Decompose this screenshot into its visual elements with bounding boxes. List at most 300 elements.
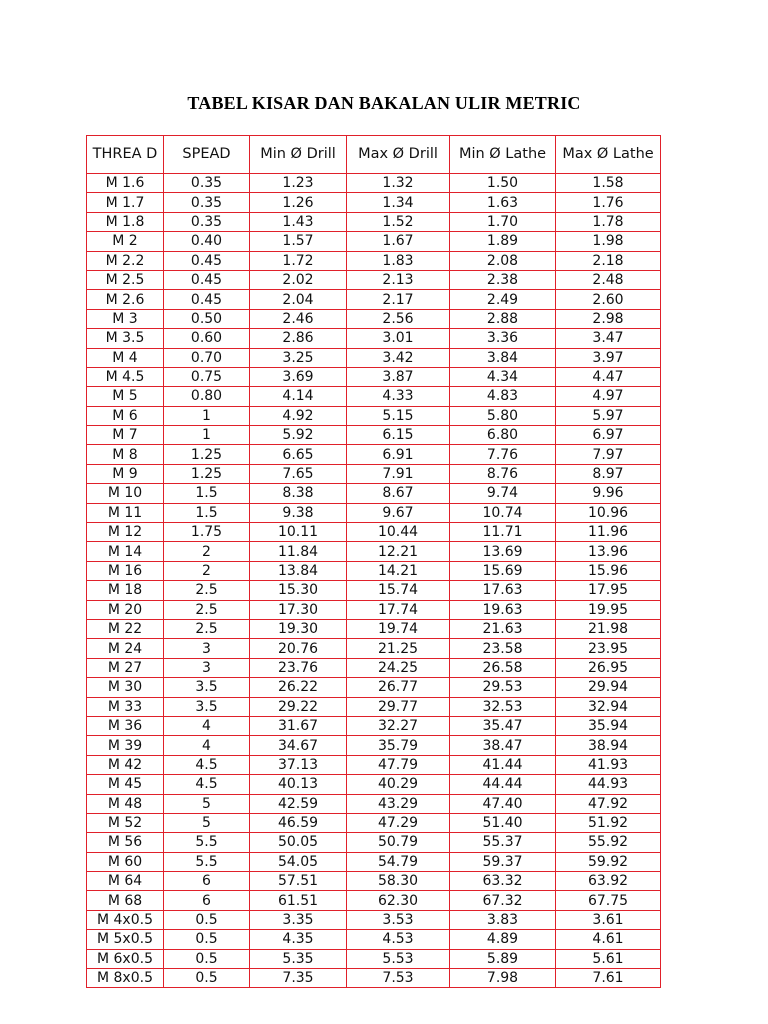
- cell-max-lathe: 51.92: [556, 813, 661, 832]
- cell-min-drill: 17.30: [250, 600, 347, 619]
- cell-max-drill: 8.67: [347, 484, 450, 503]
- cell-min-lathe: 3.36: [450, 329, 556, 348]
- cell-thread: M 22: [87, 619, 164, 638]
- cell-max-drill: 2.13: [347, 270, 450, 289]
- cell-thread: M 33: [87, 697, 164, 716]
- cell-max-lathe: 44.93: [556, 775, 661, 794]
- cell-max-drill: 7.53: [347, 969, 450, 988]
- cell-thread: M 11: [87, 503, 164, 522]
- table-row: [87, 716, 661, 735]
- cell-max-lathe: 10.96: [556, 503, 661, 522]
- cell-spead: 0.60: [164, 329, 250, 348]
- cell-spead: 0.5: [164, 930, 250, 949]
- column-header-max-drill: Max Ø Drill: [347, 136, 450, 174]
- cell-max-drill: 2.17: [347, 290, 450, 309]
- cell-min-lathe: 10.74: [450, 503, 556, 522]
- cell-max-lathe: 32.94: [556, 697, 661, 716]
- cell-min-lathe: 55.37: [450, 833, 556, 852]
- cell-spead: 5.5: [164, 833, 250, 852]
- table-row: [87, 619, 661, 638]
- cell-max-lathe: 55.92: [556, 833, 661, 852]
- cell-spead: 4.5: [164, 755, 250, 774]
- cell-thread: M 1.6: [87, 174, 164, 193]
- table-row: [87, 561, 661, 580]
- column-header-thread: THREA D: [87, 136, 164, 174]
- cell-thread: M 18: [87, 581, 164, 600]
- cell-max-drill: 58.30: [347, 872, 450, 891]
- table-row: [87, 406, 661, 425]
- cell-max-lathe: 11.96: [556, 523, 661, 542]
- cell-min-drill: 5.35: [250, 949, 347, 968]
- cell-thread: M 5x0.5: [87, 930, 164, 949]
- cell-thread: M 30: [87, 678, 164, 697]
- cell-thread: M 3: [87, 309, 164, 328]
- cell-spead: 2.5: [164, 619, 250, 638]
- cell-thread: M 60: [87, 852, 164, 871]
- cell-min-drill: 31.67: [250, 716, 347, 735]
- cell-max-lathe: 13.96: [556, 542, 661, 561]
- table-row: [87, 542, 661, 561]
- cell-max-lathe: 15.96: [556, 561, 661, 580]
- cell-min-drill: 37.13: [250, 755, 347, 774]
- cell-spead: 3.5: [164, 697, 250, 716]
- cell-min-drill: 42.59: [250, 794, 347, 813]
- cell-max-drill: 1.52: [347, 212, 450, 231]
- cell-max-drill: 14.21: [347, 561, 450, 580]
- cell-min-lathe: 7.98: [450, 969, 556, 988]
- cell-thread: M 52: [87, 813, 164, 832]
- cell-min-lathe: 3.83: [450, 910, 556, 929]
- cell-max-lathe: 67.75: [556, 891, 661, 910]
- cell-min-drill: 9.38: [250, 503, 347, 522]
- cell-min-lathe: 44.44: [450, 775, 556, 794]
- cell-min-drill: 7.35: [250, 969, 347, 988]
- table-row: [87, 794, 661, 813]
- cell-thread: M 2.2: [87, 251, 164, 270]
- cell-min-lathe: 41.44: [450, 755, 556, 774]
- cell-thread: M 2: [87, 232, 164, 251]
- cell-max-drill: 3.01: [347, 329, 450, 348]
- cell-spead: 0.50: [164, 309, 250, 328]
- cell-thread: M 4x0.5: [87, 910, 164, 929]
- cell-max-lathe: 23.95: [556, 639, 661, 658]
- cell-min-lathe: 17.63: [450, 581, 556, 600]
- cell-spead: 3.5: [164, 678, 250, 697]
- table-row: [87, 833, 661, 852]
- cell-spead: 0.5: [164, 969, 250, 988]
- cell-min-lathe: 2.49: [450, 290, 556, 309]
- cell-thread: M 68: [87, 891, 164, 910]
- table-row: [87, 969, 661, 988]
- cell-min-lathe: 2.08: [450, 251, 556, 270]
- cell-min-drill: 20.76: [250, 639, 347, 658]
- cell-spead: 0.35: [164, 212, 250, 231]
- cell-min-drill: 7.65: [250, 464, 347, 483]
- cell-min-drill: 1.72: [250, 251, 347, 270]
- cell-thread: M 2.6: [87, 290, 164, 309]
- cell-thread: M 12: [87, 523, 164, 542]
- cell-min-lathe: 51.40: [450, 813, 556, 832]
- cell-spead: 0.5: [164, 910, 250, 929]
- cell-min-drill: 3.35: [250, 910, 347, 929]
- cell-min-drill: 8.38: [250, 484, 347, 503]
- cell-min-lathe: 9.74: [450, 484, 556, 503]
- table-row: [87, 910, 661, 929]
- table-row: [87, 581, 661, 600]
- table-row: [87, 212, 661, 231]
- cell-thread: M 8x0.5: [87, 969, 164, 988]
- table-row: [87, 484, 661, 503]
- cell-max-drill: 3.53: [347, 910, 450, 929]
- cell-min-drill: 2.04: [250, 290, 347, 309]
- cell-min-lathe: 15.69: [450, 561, 556, 580]
- cell-min-drill: 10.11: [250, 523, 347, 542]
- cell-spead: 0.45: [164, 290, 250, 309]
- cell-max-drill: 29.77: [347, 697, 450, 716]
- cell-max-drill: 4.33: [347, 387, 450, 406]
- table-row: [87, 367, 661, 386]
- cell-thread: M 27: [87, 658, 164, 677]
- cell-thread: M 4: [87, 348, 164, 367]
- cell-min-drill: 4.35: [250, 930, 347, 949]
- cell-max-drill: 5.53: [347, 949, 450, 968]
- cell-max-lathe: 41.93: [556, 755, 661, 774]
- cell-thread: M 39: [87, 736, 164, 755]
- cell-thread: M 5: [87, 387, 164, 406]
- cell-min-drill: 29.22: [250, 697, 347, 716]
- cell-max-lathe: 6.97: [556, 426, 661, 445]
- cell-thread: M 36: [87, 716, 164, 735]
- table-row: [87, 813, 661, 832]
- cell-max-lathe: 9.96: [556, 484, 661, 503]
- cell-max-drill: 7.91: [347, 464, 450, 483]
- cell-max-drill: 1.83: [347, 251, 450, 270]
- cell-thread: M 16: [87, 561, 164, 580]
- table-row: [87, 523, 661, 542]
- cell-spead: 0.5: [164, 949, 250, 968]
- cell-max-drill: 12.21: [347, 542, 450, 561]
- cell-min-drill: 4.92: [250, 406, 347, 425]
- metric-thread-table: [86, 135, 661, 988]
- cell-thread: M 7: [87, 426, 164, 445]
- cell-thread: M 56: [87, 833, 164, 852]
- cell-spead: 1.75: [164, 523, 250, 542]
- cell-max-drill: 50.79: [347, 833, 450, 852]
- cell-spead: 0.70: [164, 348, 250, 367]
- cell-spead: 1.25: [164, 464, 250, 483]
- table-row: [87, 852, 661, 871]
- table-row: [87, 872, 661, 891]
- cell-spead: 1: [164, 406, 250, 425]
- table-body: [87, 174, 661, 988]
- cell-max-lathe: 21.98: [556, 619, 661, 638]
- cell-max-drill: 21.25: [347, 639, 450, 658]
- table-row: [87, 464, 661, 483]
- cell-spead: 4: [164, 736, 250, 755]
- cell-spead: 6: [164, 872, 250, 891]
- cell-max-lathe: 38.94: [556, 736, 661, 755]
- table-row: [87, 445, 661, 464]
- table-row: [87, 949, 661, 968]
- cell-min-lathe: 4.34: [450, 367, 556, 386]
- cell-max-drill: 6.15: [347, 426, 450, 445]
- cell-min-drill: 1.26: [250, 193, 347, 212]
- cell-max-lathe: 4.97: [556, 387, 661, 406]
- cell-min-drill: 4.14: [250, 387, 347, 406]
- cell-max-drill: 62.30: [347, 891, 450, 910]
- cell-thread: M 3.5: [87, 329, 164, 348]
- cell-spead: 3: [164, 639, 250, 658]
- cell-thread: M 45: [87, 775, 164, 794]
- cell-spead: 0.35: [164, 193, 250, 212]
- table-row: [87, 290, 661, 309]
- cell-max-lathe: 1.58: [556, 174, 661, 193]
- table-row: [87, 678, 661, 697]
- column-header-min-drill: Min Ø Drill: [250, 136, 347, 174]
- cell-min-lathe: 23.58: [450, 639, 556, 658]
- table-header-row: [87, 136, 661, 174]
- cell-max-lathe: 1.76: [556, 193, 661, 212]
- cell-max-lathe: 2.48: [556, 270, 661, 289]
- cell-max-drill: 54.79: [347, 852, 450, 871]
- cell-thread: M 8: [87, 445, 164, 464]
- page-title: TABEL KISAR DAN BAKALAN ULIR METRIC: [187, 93, 581, 113]
- cell-max-drill: 1.67: [347, 232, 450, 251]
- cell-max-drill: 47.29: [347, 813, 450, 832]
- cell-max-lathe: 35.94: [556, 716, 661, 735]
- table-row: [87, 348, 661, 367]
- cell-min-lathe: 6.80: [450, 426, 556, 445]
- cell-thread: M 6: [87, 406, 164, 425]
- table-row: [87, 232, 661, 251]
- cell-min-lathe: 4.89: [450, 930, 556, 949]
- cell-max-drill: 3.87: [347, 367, 450, 386]
- table-row: [87, 270, 661, 289]
- cell-max-drill: 3.42: [347, 348, 450, 367]
- table-row: [87, 930, 661, 949]
- cell-min-lathe: 38.47: [450, 736, 556, 755]
- table-row: [87, 426, 661, 445]
- cell-min-drill: 6.65: [250, 445, 347, 464]
- cell-min-lathe: 32.53: [450, 697, 556, 716]
- cell-max-drill: 10.44: [347, 523, 450, 542]
- cell-spead: 0.80: [164, 387, 250, 406]
- cell-max-lathe: 5.61: [556, 949, 661, 968]
- cell-max-drill: 40.29: [347, 775, 450, 794]
- cell-min-drill: 2.02: [250, 270, 347, 289]
- cell-thread: M 4.5: [87, 367, 164, 386]
- cell-min-drill: 40.13: [250, 775, 347, 794]
- cell-max-lathe: 3.97: [556, 348, 661, 367]
- cell-min-drill: 2.46: [250, 309, 347, 328]
- cell-min-lathe: 11.71: [450, 523, 556, 542]
- cell-max-lathe: 63.92: [556, 872, 661, 891]
- cell-min-lathe: 21.63: [450, 619, 556, 638]
- cell-max-drill: 17.74: [347, 600, 450, 619]
- cell-thread: M 10: [87, 484, 164, 503]
- cell-spead: 4: [164, 716, 250, 735]
- table-row: [87, 600, 661, 619]
- cell-min-drill: 13.84: [250, 561, 347, 580]
- cell-max-lathe: 59.92: [556, 852, 661, 871]
- cell-min-drill: 3.25: [250, 348, 347, 367]
- table-row: [87, 174, 661, 193]
- cell-min-lathe: 5.89: [450, 949, 556, 968]
- cell-max-drill: 47.79: [347, 755, 450, 774]
- cell-min-drill: 3.69: [250, 367, 347, 386]
- cell-max-lathe: 5.97: [556, 406, 661, 425]
- cell-spead: 0.40: [164, 232, 250, 251]
- cell-spead: 3: [164, 658, 250, 677]
- cell-min-lathe: 47.40: [450, 794, 556, 813]
- table-row: [87, 775, 661, 794]
- cell-min-lathe: 59.37: [450, 852, 556, 871]
- cell-min-drill: 23.76: [250, 658, 347, 677]
- cell-min-drill: 26.22: [250, 678, 347, 697]
- cell-max-drill: 24.25: [347, 658, 450, 677]
- cell-max-drill: 9.67: [347, 503, 450, 522]
- table-row: [87, 193, 661, 212]
- table-row: [87, 697, 661, 716]
- cell-min-lathe: 1.50: [450, 174, 556, 193]
- table-row: [87, 639, 661, 658]
- column-header-max-lathe: Max Ø Lathe: [556, 136, 661, 174]
- cell-max-drill: 32.27: [347, 716, 450, 735]
- cell-min-lathe: 26.58: [450, 658, 556, 677]
- cell-min-drill: 15.30: [250, 581, 347, 600]
- cell-max-lathe: 17.95: [556, 581, 661, 600]
- table-row: [87, 736, 661, 755]
- cell-max-lathe: 2.60: [556, 290, 661, 309]
- cell-min-lathe: 7.76: [450, 445, 556, 464]
- cell-min-lathe: 29.53: [450, 678, 556, 697]
- cell-min-lathe: 19.63: [450, 600, 556, 619]
- cell-spead: 1.25: [164, 445, 250, 464]
- cell-spead: 0.75: [164, 367, 250, 386]
- cell-min-lathe: 1.63: [450, 193, 556, 212]
- cell-min-lathe: 67.32: [450, 891, 556, 910]
- cell-min-lathe: 2.38: [450, 270, 556, 289]
- cell-spead: 0.35: [164, 174, 250, 193]
- cell-spead: 5: [164, 813, 250, 832]
- cell-thread: M 2.5: [87, 270, 164, 289]
- table-row: [87, 387, 661, 406]
- cell-min-lathe: 35.47: [450, 716, 556, 735]
- table-row: [87, 329, 661, 348]
- cell-min-drill: 54.05: [250, 852, 347, 871]
- cell-max-drill: 5.15: [347, 406, 450, 425]
- cell-max-lathe: 1.98: [556, 232, 661, 251]
- cell-thread: M 6x0.5: [87, 949, 164, 968]
- cell-max-lathe: 19.95: [556, 600, 661, 619]
- cell-thread: M 48: [87, 794, 164, 813]
- cell-spead: 1: [164, 426, 250, 445]
- cell-min-lathe: 1.70: [450, 212, 556, 231]
- cell-max-lathe: 1.78: [556, 212, 661, 231]
- cell-min-lathe: 13.69: [450, 542, 556, 561]
- cell-min-lathe: 2.88: [450, 309, 556, 328]
- cell-max-drill: 26.77: [347, 678, 450, 697]
- table-row: [87, 503, 661, 522]
- cell-min-drill: 1.23: [250, 174, 347, 193]
- column-header-spead: SPEAD: [164, 136, 250, 174]
- cell-spead: 5: [164, 794, 250, 813]
- cell-min-lathe: 1.89: [450, 232, 556, 251]
- cell-min-drill: 57.51: [250, 872, 347, 891]
- cell-min-drill: 34.67: [250, 736, 347, 755]
- cell-spead: 1.5: [164, 503, 250, 522]
- cell-max-drill: 43.29: [347, 794, 450, 813]
- cell-spead: 2.5: [164, 600, 250, 619]
- cell-max-lathe: 2.98: [556, 309, 661, 328]
- cell-spead: 1.5: [164, 484, 250, 503]
- cell-thread: M 1.8: [87, 212, 164, 231]
- cell-max-drill: 6.91: [347, 445, 450, 464]
- cell-min-drill: 2.86: [250, 329, 347, 348]
- column-header-min-lathe: Min Ø Lathe: [450, 136, 556, 174]
- cell-thread: M 14: [87, 542, 164, 561]
- table-row: [87, 309, 661, 328]
- cell-min-lathe: 3.84: [450, 348, 556, 367]
- cell-max-lathe: 4.47: [556, 367, 661, 386]
- table-row: [87, 251, 661, 270]
- cell-thread: M 64: [87, 872, 164, 891]
- cell-max-lathe: 8.97: [556, 464, 661, 483]
- cell-thread: M 42: [87, 755, 164, 774]
- cell-thread: M 20: [87, 600, 164, 619]
- cell-min-lathe: 5.80: [450, 406, 556, 425]
- cell-max-drill: 1.34: [347, 193, 450, 212]
- cell-thread: M 1.7: [87, 193, 164, 212]
- cell-spead: 2: [164, 561, 250, 580]
- cell-max-lathe: 26.95: [556, 658, 661, 677]
- cell-min-drill: 46.59: [250, 813, 347, 832]
- cell-thread: M 24: [87, 639, 164, 658]
- cell-min-drill: 61.51: [250, 891, 347, 910]
- cell-min-drill: 1.43: [250, 212, 347, 231]
- cell-spead: 2: [164, 542, 250, 561]
- cell-min-drill: 11.84: [250, 542, 347, 561]
- cell-max-lathe: 3.47: [556, 329, 661, 348]
- cell-min-drill: 50.05: [250, 833, 347, 852]
- cell-min-lathe: 4.83: [450, 387, 556, 406]
- cell-min-lathe: 63.32: [450, 872, 556, 891]
- cell-min-lathe: 8.76: [450, 464, 556, 483]
- cell-spead: 2.5: [164, 581, 250, 600]
- table-row: [87, 891, 661, 910]
- cell-max-drill: 35.79: [347, 736, 450, 755]
- cell-spead: 5.5: [164, 852, 250, 871]
- cell-spead: 0.45: [164, 251, 250, 270]
- cell-max-lathe: 3.61: [556, 910, 661, 929]
- cell-thread: M 9: [87, 464, 164, 483]
- cell-max-lathe: 7.61: [556, 969, 661, 988]
- cell-min-drill: 5.92: [250, 426, 347, 445]
- cell-max-drill: 19.74: [347, 619, 450, 638]
- cell-max-lathe: 4.61: [556, 930, 661, 949]
- cell-max-drill: 4.53: [347, 930, 450, 949]
- cell-max-drill: 1.32: [347, 174, 450, 193]
- cell-spead: 6: [164, 891, 250, 910]
- cell-max-lathe: 7.97: [556, 445, 661, 464]
- cell-max-lathe: 47.92: [556, 794, 661, 813]
- cell-min-drill: 1.57: [250, 232, 347, 251]
- cell-spead: 4.5: [164, 775, 250, 794]
- cell-spead: 0.45: [164, 270, 250, 289]
- table-row: [87, 658, 661, 677]
- cell-min-drill: 19.30: [250, 619, 347, 638]
- cell-max-drill: 15.74: [347, 581, 450, 600]
